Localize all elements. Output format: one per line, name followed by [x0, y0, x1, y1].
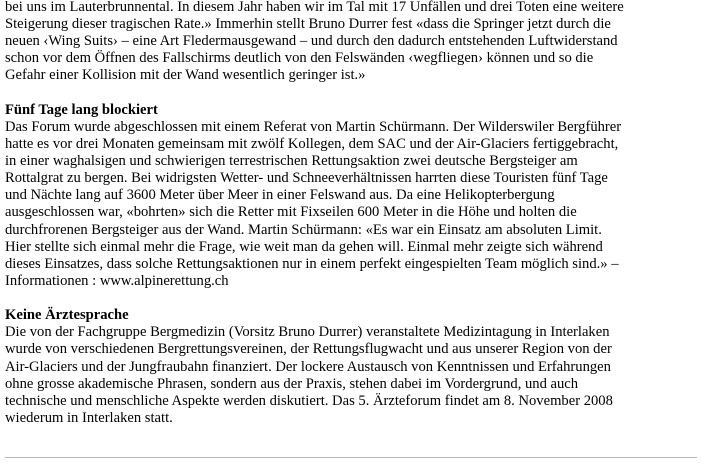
text-line: ausgeschlossen war, «bohrten» sich die Retter mit Fixseilen 600 Meter in die Höhe und holten die [5, 204, 577, 221]
text-line: Air-Glaciers und der Jungfraubahn finanziert. Der lockere Austausch von Kenntnissen und Erfahrungen [5, 358, 611, 375]
text-line: dieses Einsatzes, dass solche Rettungsaktionen nur in einem perfekt eingespielten Team möglich sind.» – [5, 255, 619, 272]
paragraph-gap [5, 290, 697, 307]
text-line: Gefahr einer Kollision mit der Wand wesentlich geringer ist.» [5, 67, 366, 84]
intro-paragraph [5, 0, 697, 84]
article-body [5, 0, 697, 427]
text-line: wiederum in Interlaken statt. [5, 409, 173, 426]
text-line: Hier stellte sich einmal mehr die Frage, wie weit man da gehen will. Einmal mehr zeigte sich während [5, 238, 603, 255]
text-line: Informationen : www.alpinerettung.ch [5, 272, 229, 289]
text-line: in einer waghalsigen und schwierigen terrestrischen Rettungsaktion zwei deutsche Bergsteiger am [5, 153, 578, 170]
paragraph-gap [5, 84, 697, 101]
section-conference [5, 307, 697, 427]
text-line: Die von der Fachgruppe Bergmedizin (Vorsitz Bruno Durrer) veranstaltete Medizintagung in Interlaken [5, 324, 610, 341]
text-line: bei uns im Lauterbrunnental. In diesem Jahr haben wir im Tal mit 17 Unfällen und drei Toten eine weitere [5, 0, 624, 15]
text-line: technische und menschliche Aspekte werden diskutiert. Das 5. Ärzteforum findet am 8. November 2008 [5, 392, 613, 409]
text-line: hatte es vor drei Monaten gemeinsam mit zwölf Kollegen, dem SAC und der Air-Glaciers fertiggebracht, [5, 136, 619, 153]
text-line: Rottalgrat zu bergen. Bei widrigsten Wetter- und Schneeverhältnissen harrten diese Touristen fünf Tage [5, 170, 608, 187]
text-line: durchfrorenen Bergsteiger aus der Wand. Martin Schürmann: «Es war ein Einsatz am absoluten Limit. [5, 221, 602, 238]
text-line: und Nächte lang auf 3600 Meter über Meer in einer Felswand aus. Da eine Helikopterbergung [5, 187, 555, 204]
text-line: ohne grosse akademische Phrasen, sondern aus der Praxis, stehen dabei im Vordergrund, und auch [5, 375, 579, 392]
text-line: Das Forum wurde abgeschlossen mit einem Referat von Martin Schürmann. Der Wilderswiler Bergführer [5, 118, 622, 135]
text-line: schon vor dem Öffnen des Fallschirms deutlich von den Felswänden ‹wegfliegen› können und so die [5, 50, 594, 67]
horizontal-divider [5, 457, 697, 458]
text-line: Steigerung dieser tragischen Rate.» Immerhin stellt Bruno Durrer fest «dass die Springer jetzt durch die [5, 16, 611, 33]
text-line: wurde von verschiedenen Bergrettungsvereinen, der Rettungsflugwacht und aus unserer Region von der [5, 341, 612, 358]
text-line: neuen ‹Wing Suits› – eine Art Fledermausgewand – und durch den dadurch entstehenden Luftwiderstand [5, 33, 618, 50]
section-heading-conference: Keine Ärztesprache [5, 307, 129, 324]
section-rescue [5, 102, 697, 290]
section-heading-rescue: Fünf Tage lang blockiert [5, 101, 158, 118]
